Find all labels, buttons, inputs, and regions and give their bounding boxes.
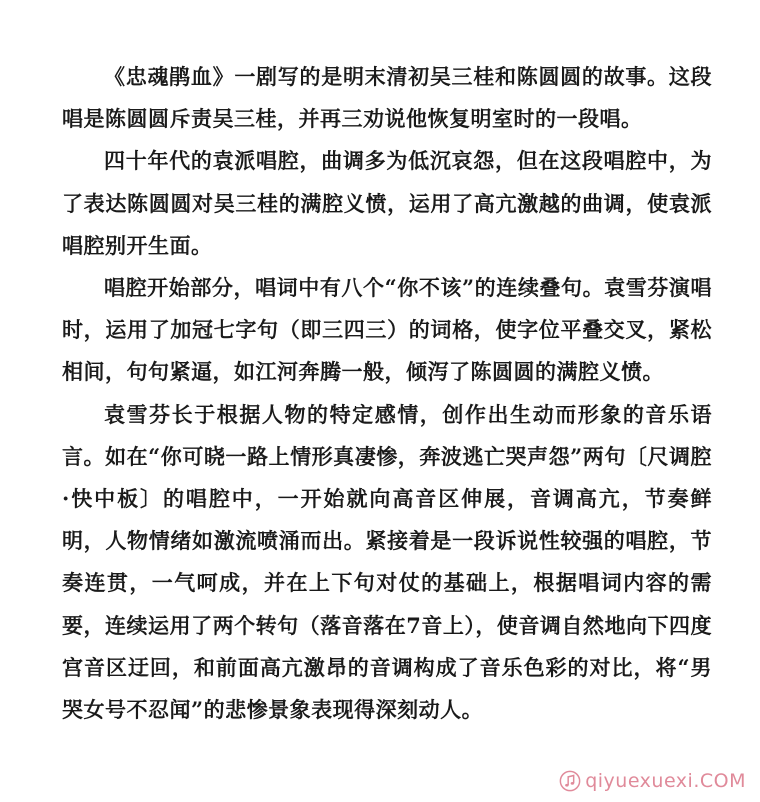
paragraph-3: 唱腔开始部分，唱词中有八个“你不该”的连续叠句。袁雪芬演唱时，运用了加冠七字句（即三四三）的词格，使字位平叠交叉，紧松相间，句句紧逼，如江河奔腾一般，倾泻了陈圆圆的满腔义愤。 xyxy=(62,275,712,385)
music-note-icon xyxy=(559,770,581,792)
watermark-text: qiyuexuexi.COM xyxy=(585,770,746,792)
paragraph-2: 四十年代的袁派唱腔，曲调多为低沉哀怨，但在这段唱腔中，为了表达陈圆圆对吴三桂的满腔义愤，运用了高亢激越的曲调，使袁派唱腔别开生面。 xyxy=(62,148,712,258)
paragraph-4: 袁雪芬长于根据人物的特定感情，创作出生动而形象的音乐语言。如在“你可晓一路上情形真凄惨，奔波逃亡哭声怨”两句〔尺调腔·快中板〕的唱腔中，一开始就向高音区伸展，音调高亢，节奏鲜明，人物情绪如激流喷涌而出。紧接着是一段诉说性较强的唱腔，节奏连贯，一气呵成，并在上下句对仗的基础上，根据唱词内容的需要，连续运用了两个转句（落音落在7音上），使音调自然地向下四度宫音区迂回，和前面高亢激昂的音调构成了音乐色彩的对比，将“男哭女号不忍闻”的悲惨景象表现得深刻动人。 xyxy=(62,401,712,723)
paragraph-1: 《忠魂鹃血》一剧写的是明末清初吴三桂和陈圆圆的故事。这段唱是陈圆圆斥责吴三桂，并再三劝说他恢复明室时的一段唱。 xyxy=(62,64,712,132)
site-watermark xyxy=(559,770,746,792)
body-text xyxy=(62,56,712,731)
